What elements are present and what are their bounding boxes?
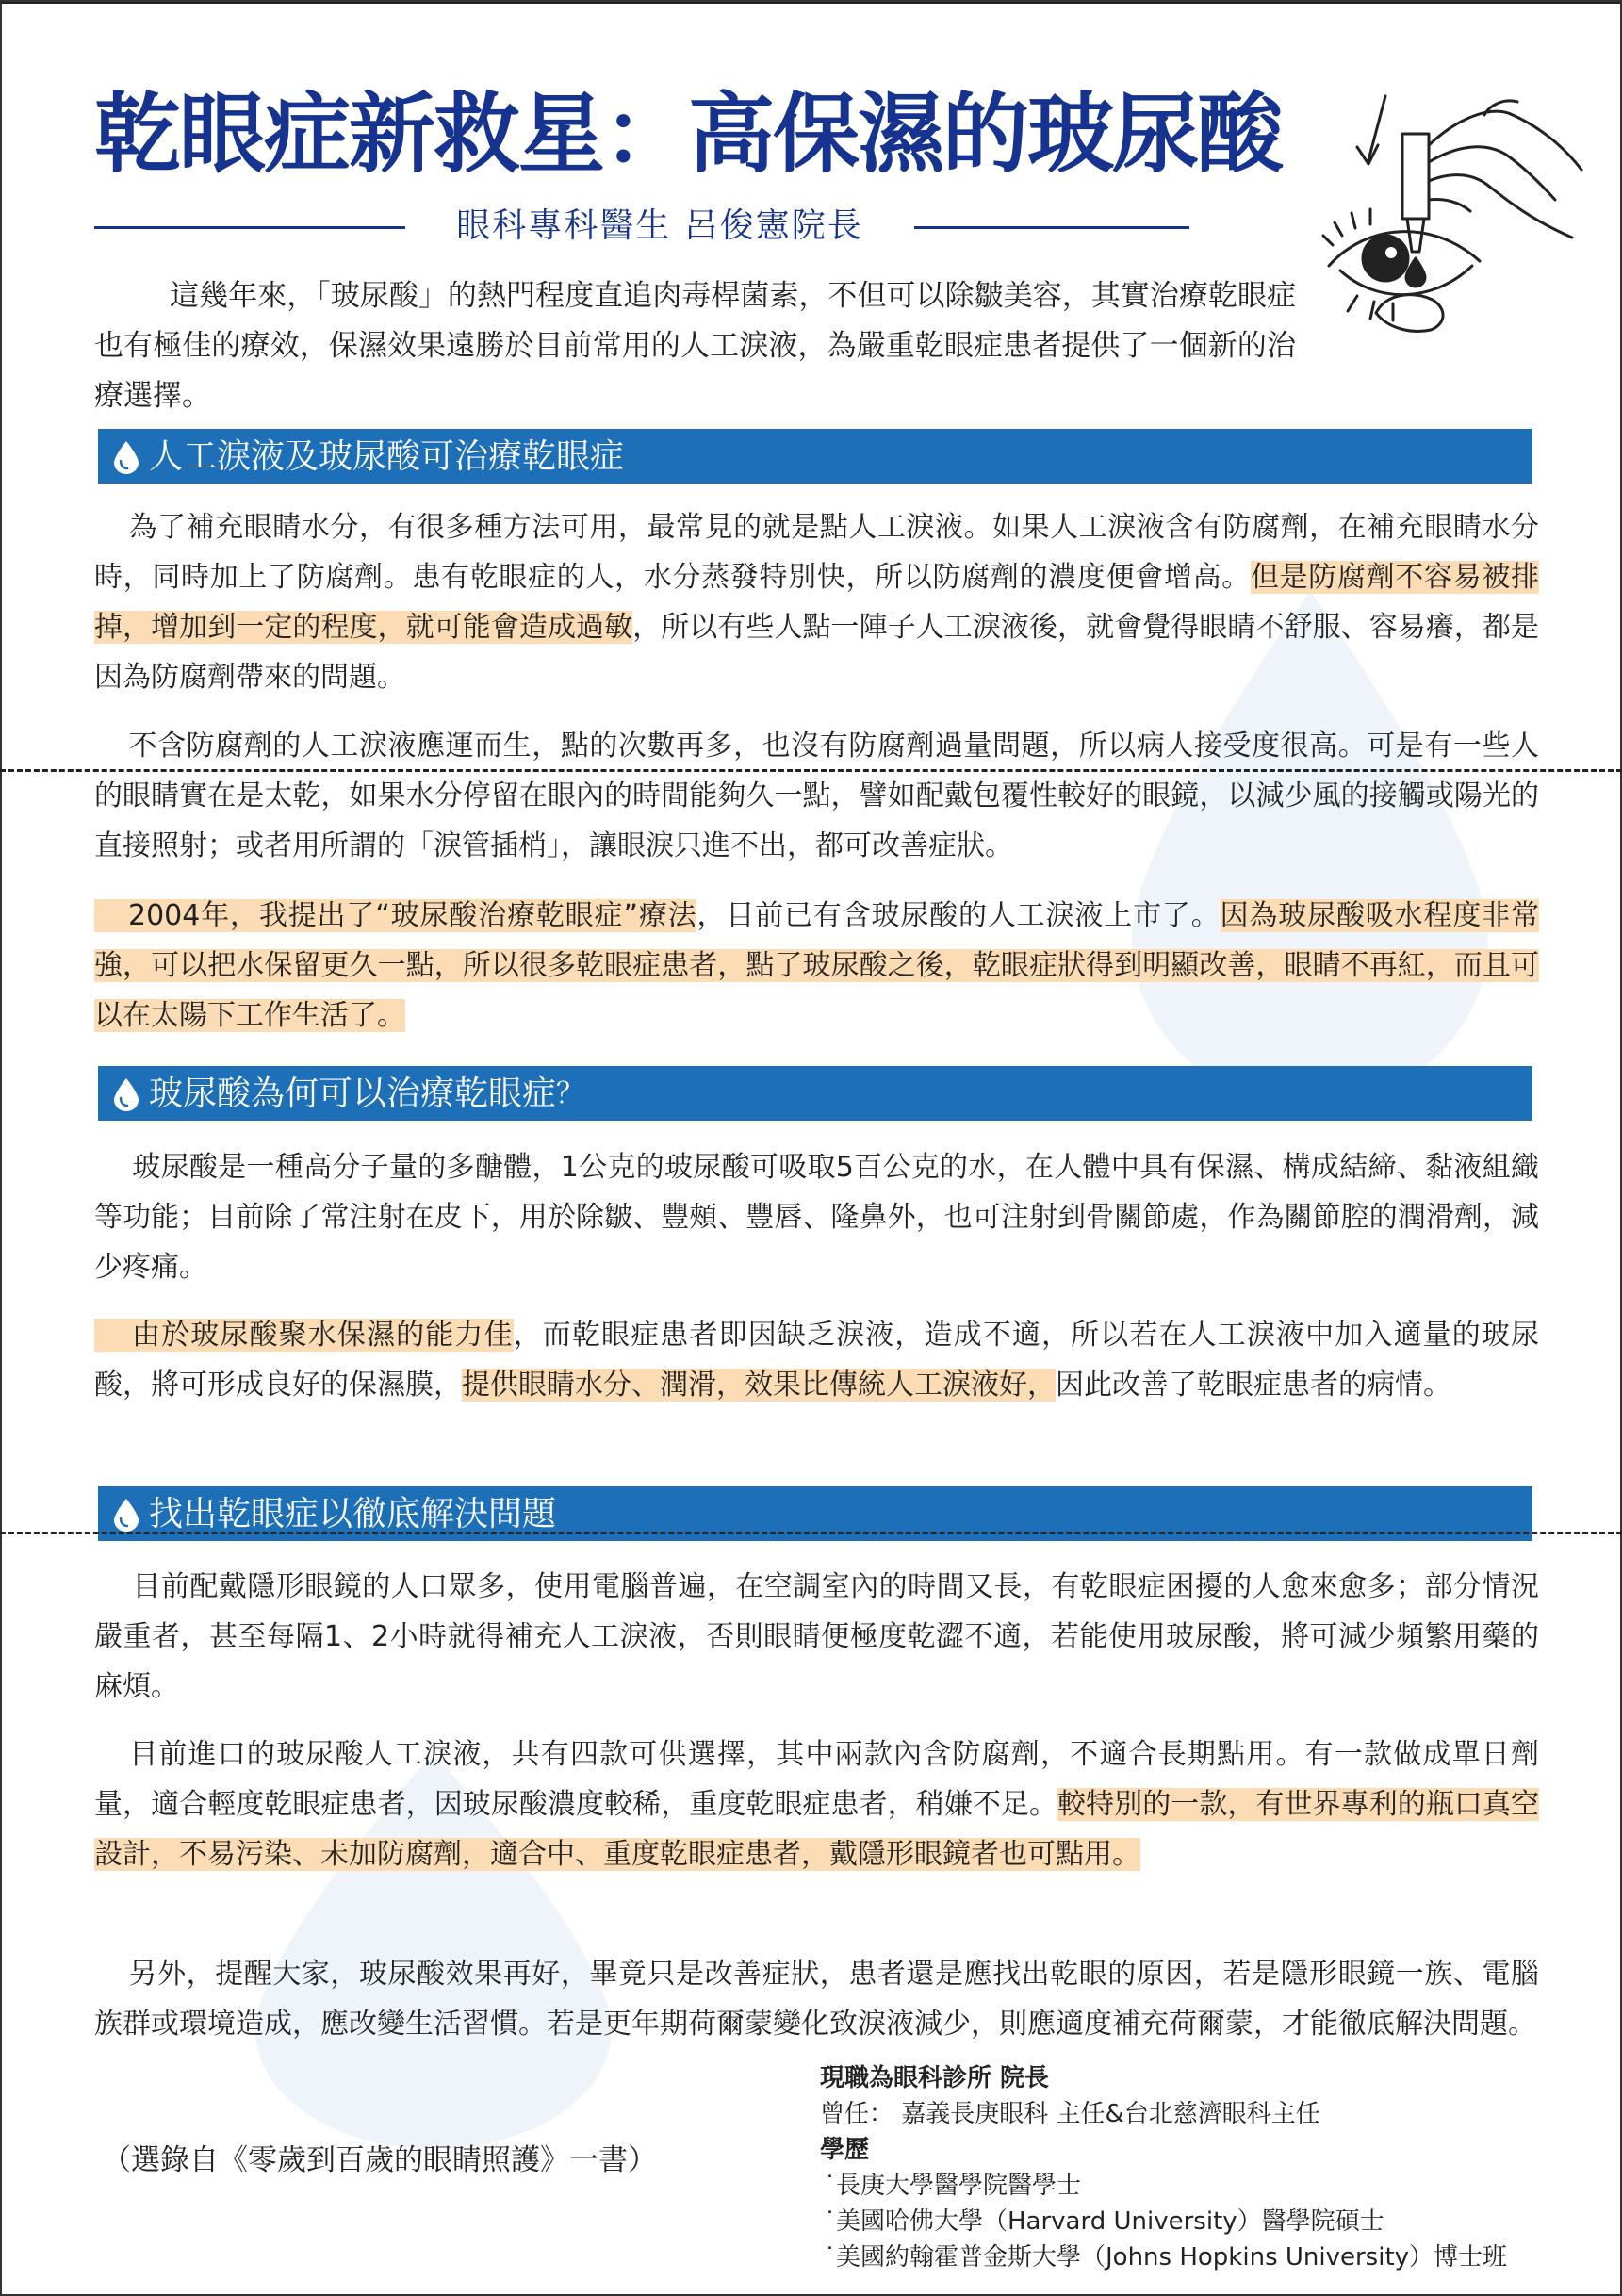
bio-education-item: ˙美國約翰霍普金斯大學（Johns Hopkins University）博士班 <box>824 2243 1508 2271</box>
highlighted-text: 但是防腐劑不容易被排掉，增加到一定的程度，就可能會造成過敏 <box>94 561 1539 644</box>
section-2-title-suffix: ？ <box>556 1077 585 1110</box>
highlighted-text: 2004年，我提出了“玻尿酸治療乾眼症”療法 <box>94 899 696 932</box>
bio-education-text: 美國約翰霍普金斯大學（Johns Hopkins University）博士班 <box>836 2243 1508 2271</box>
section-3-paragraph-2 <box>94 1730 1539 1879</box>
cut-line-dashed <box>0 1532 1622 1534</box>
body-text: 因此改善了乾眼症患者的病情。 <box>1056 1369 1451 1402</box>
highlighted-text: 較特別的一款，有世界專利的瓶口真空設計，不易污染、未加防腐劑，適合中、重度乾眼症患者，戴隱形眼鏡者也可點用。 <box>94 1788 1540 1871</box>
section-1-paragraph-3 <box>94 891 1539 1041</box>
bio-current-position: 現職為眼科診所 院長 <box>820 2064 1050 2092</box>
body-text: 目前配戴隱形眼鏡的人口眾多，使用電腦普遍，在空調室內的時間又長，有乾眼症困擾的人愈來愈多；部分情況嚴重者，甚至每隔1、2小時就得補充人工淚液，否則眼睛便極度乾澀不適，若能使用玻尿酸，將可減少頻繁用藥的麻煩。 <box>94 1570 1539 1703</box>
section-2-paragraph-1 <box>94 1142 1539 1292</box>
highlighted-text: 因為玻尿酸吸水程度非常強，可以把水保留更久一點，所以很多乾眼症患者，點了玻尿酸之後，乾眼症狀得到明顯改善，眼睛不再紅，而且可以在太陽下工作生活了。 <box>94 899 1540 1032</box>
byline-right-rule <box>914 226 1189 229</box>
bio-former-position: 曾任： 嘉義長庚眼科 主任&台北慈濟眼科主任 <box>820 2100 1320 2128</box>
section-3-paragraph-1 <box>94 1562 1539 1712</box>
intro-text: 這幾年來，「玻尿酸」的熱門程度直追肉毒桿菌素，不但可以除皺美容，其實治療乾眼症也有極佳的療效，保濕效果遠勝於目前常用的人工淚液，為嚴重乾眼症患者提供了一個新的治療選擇。 <box>94 279 1296 413</box>
water-drop-icon <box>113 1077 139 1111</box>
byline-left-rule <box>94 226 405 229</box>
body-text: ，而乾眼症患者即因缺乏淚液，造成不適，所以若在人工淚液中加入適量的玻尿酸，將可形成良好的保濕膜， <box>94 1319 1540 1402</box>
body-text: 另外，提醒大家，玻尿酸效果再好，畢竟只是改善症狀，患者還是應找出乾眼的原因，若是隱形眼鏡一族、電腦族群或環境造成，應改變生活習慣。若是更年期荷爾蒙變化致淚液減少，則應適度補充荷爾蒙，才能徹底解決問題。 <box>94 1958 1539 2041</box>
eye-drop-illustration-icon <box>1319 77 1602 360</box>
highlighted-text: 由於玻尿酸聚水保濕的能力佳 <box>94 1319 514 1352</box>
section-2-title: 玻尿酸為何可以治療乾眼症 <box>149 1074 557 1113</box>
intro-paragraph <box>94 271 1296 421</box>
body-text: 不含防腐劑的人工淚液應運而生，點的次數再多，也沒有防腐劑過量問題，所以病人接受度很高。可是有一些人的眼睛實在是太乾，如果水分停留在眼內的時間能夠久一點，譬如配戴包覆性較好的眼鏡，以減少風的接觸或陽光的直接照射；或者用所謂的「淚管插梢」，讓眼淚只進不出，都可改善症狀。 <box>94 730 1539 862</box>
author-byline: 眼科專科醫生 呂俊憲院長 <box>456 206 863 245</box>
cut-line-dashed <box>0 769 1622 772</box>
author-bio <box>820 2060 1612 2275</box>
section-3-paragraph-3 <box>94 1949 1539 2049</box>
bio-education-item: ˙長庚大學醫學院醫學士 <box>824 2172 1082 2200</box>
body-text: ，所以有些人點一陣子人工淚液後，就會覺得眼睛不舒服、容易癢，都是因為防腐劑帶來的問題。 <box>94 611 1539 694</box>
body-text: 目前進口的玻尿酸人工淚液，共有四款可供選擇，其中兩款內含防腐劑，不適合長期點用。有一款做成單日劑量，適合輕度乾眼症患者，因玻尿酸濃度較稀，重度乾眼症患者，稍嫌不足。 <box>94 1738 1539 1821</box>
source-footnote: （選錄自《零歲到百歲的眼睛照護》一書） <box>102 2143 657 2177</box>
section-1-paragraph-1 <box>94 502 1539 702</box>
body-text: 為了補充眼睛水分，有很多種方法可用，最常見的就是點人工淚液。如果人工淚液含有防腐劑，在補充眼睛水分時，同時加上了防腐劑。患有乾眼症的人，水分蒸發特別快，所以防腐劑的濃度便會增高。 <box>94 511 1539 594</box>
section-heading-2 <box>98 1066 1532 1121</box>
section-1-title: 人工淚液及玻尿酸可治療乾眼症 <box>149 437 625 476</box>
section-1-paragraph-2 <box>94 721 1539 871</box>
section-3-title: 找出乾眼症以徹底解決問題 <box>149 1495 557 1533</box>
page-title: 乾眼症新救星：高保濕的玻尿酸 <box>94 84 1283 185</box>
section-2-paragraph-2 <box>94 1310 1539 1410</box>
bio-education-heading: 學歷 <box>820 2136 870 2164</box>
byline <box>94 200 1189 253</box>
section-heading-1 <box>98 429 1532 484</box>
water-drop-icon <box>113 440 139 474</box>
bio-education-text: 美國哈佛大學（Harvard University）醫學院碩士 <box>836 2207 1384 2236</box>
body-text: 玻尿酸是一種高分子量的多醣體，1公克的玻尿酸可吸取5百公克的水，在人體中具有保濕、構成結締、黏液組織等功能；目前除了常注射在皮下，用於除皺、豐頰、豐唇、隆鼻外，也可注射到骨關節處，作為關節腔的潤滑劑，減少疼痛。 <box>94 1151 1539 1284</box>
highlighted-text: 提供眼睛水分、潤滑，效果比傳統人工淚液好， <box>462 1369 1056 1402</box>
bio-education-item: ˙美國哈佛大學（Harvard University）醫學院碩士 <box>824 2207 1384 2236</box>
bio-education-text: 長庚大學醫學院醫學士 <box>836 2172 1082 2200</box>
body-text: ，目前已有含玻尿酸的人工淚液上市了。 <box>696 899 1221 932</box>
water-drop-icon <box>113 1498 139 1532</box>
